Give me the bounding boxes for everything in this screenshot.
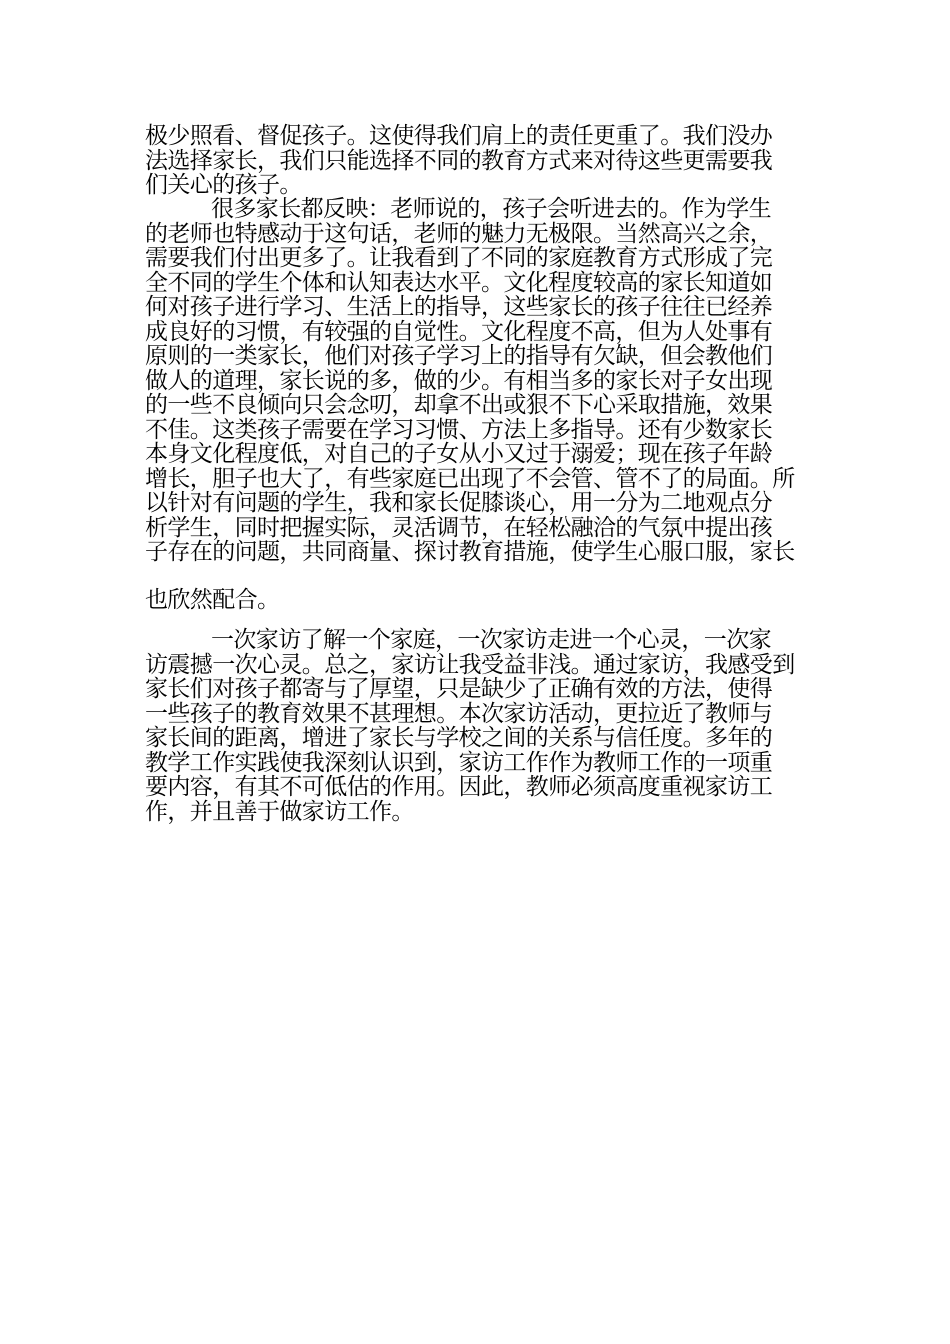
paragraph-2-line: 子存在的问题，共同商量、探讨教育措施，使学生心服口服，家长 (145, 539, 795, 565)
paragraph-3-line: 作，并且善于做家访工作。 (145, 798, 414, 825)
paragraph-2-line: 析学生，同时把握实际，灵活调节，在轻松融洽的气氛中提出孩 (145, 514, 773, 541)
paragraph-2 (145, 197, 807, 565)
paragraph-3-line: 要内容，有其不可低估的作用。因此，教师必须高度重视家访工 (145, 774, 773, 800)
paragraph-2-line: 增长，胆子也大了，有些家庭已出现了不会管、管不了的局面。所 (145, 465, 795, 492)
paragraph-3-line: 一些孩子的教育效果不甚理想。本次家访活动，更拉近了教师与 (145, 700, 773, 727)
paragraph-2-line: 不佳。这类孩子需要在学习习惯、方法上多指导。还有少数家长 (145, 416, 773, 443)
paragraph-3-line: 访震撼一次心灵。总之，家访让我受益非浅。通过家访，我感受到 (145, 651, 795, 678)
paragraph-2-line: 也欣然配合。 (145, 587, 280, 613)
paragraph-3-line: 家长们对孩子都寄与了厚望，只是缺少了正确有效的方法，使得 (145, 676, 773, 702)
paragraph-3-line: 一次家访了解一个家庭，一次家访走进一个心灵，一次家 (211, 627, 772, 653)
paragraph-2-line: 全不同的学生个体和认知表达水平。文化程度较高的家长知道如 (145, 269, 773, 296)
paragraph-2-line: 以针对有问题的学生，我和家长促膝谈心，用一分为二地观点分 (145, 490, 773, 516)
paragraph-2-line: 做人的道理，家长说的多，做的少。有相当多的家长对子女出现 (145, 367, 773, 394)
paragraph-2-line: 很多家长都反映：老师说的，孩子会听进去的。作为学生 (211, 196, 772, 222)
paragraph-1-line: 极少照看、督促孩子。这使得我们肩上的责任更重了。我们没办 (145, 123, 773, 149)
paragraph-3 (145, 628, 807, 824)
paragraph-1 (145, 124, 807, 198)
paragraph-2-line: 本身文化程度低，对自己的子女从小又过于溺爱；现在孩子年龄 (145, 441, 773, 467)
paragraph-2-line: 何对孩子进行学习、生活上的指导，这些家长的孩子往往已经养 (145, 294, 773, 320)
paragraph-1-line: 们关心的孩子。 (145, 172, 302, 198)
paragraph-2-line: 的老师也特感动于这句话，老师的魅力无极限。当然高兴之余， (145, 220, 773, 247)
paragraph-3-line: 家长间的距离，增进了家长与学校之间的关系与信任度。多年的 (145, 725, 773, 751)
paragraph-2-last-line-block (145, 588, 807, 613)
paragraph-2-line: 需要我们付出更多了。让我看到了不同的家庭教育方式形成了完 (145, 245, 773, 271)
paragraph-2-line: 的一些不良倾向只会念叨，却拿不出或狠不下心采取措施，效果 (145, 392, 773, 418)
paragraph-2-line: 原则的一类家长，他们对孩子学习上的指导有欠缺，但会教他们 (145, 343, 773, 369)
paragraph-2-line: 成良好的习惯，有较强的自觉性。文化程度不高，但为人处事有 (145, 318, 773, 345)
paragraph-3-line: 教学工作实践使我深刻认识到，家访工作作为教师工作的一项重 (145, 749, 773, 776)
paragraph-1-line: 法选择家长，我们只能选择不同的教育方式来对待这些更需要我 (145, 147, 773, 174)
